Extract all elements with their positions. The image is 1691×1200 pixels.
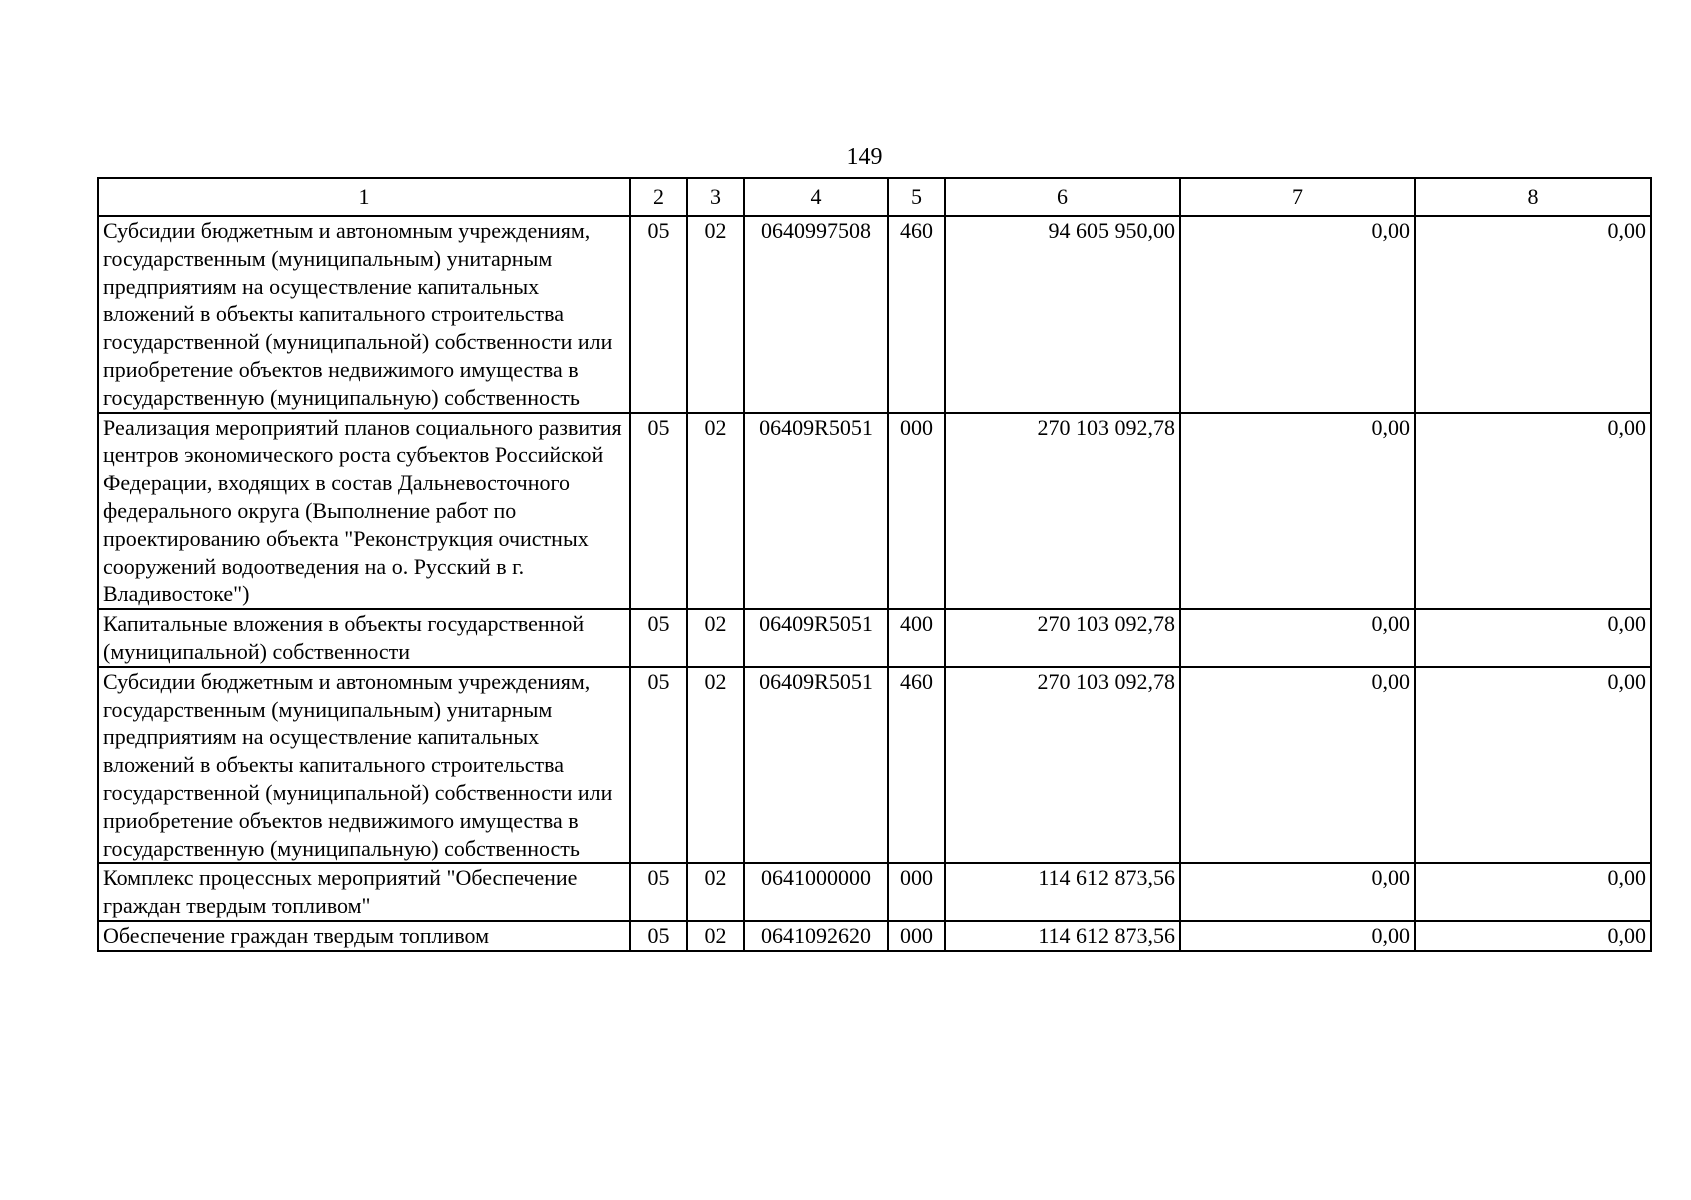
amount-column-6: 114 612 873,56: [945, 863, 1180, 921]
expense-type-code: 400: [888, 609, 945, 667]
amount-column-6: 114 612 873,56: [945, 921, 1180, 951]
target-article-code: 0641000000: [744, 863, 888, 921]
amount-column-8: 0,00: [1415, 863, 1651, 921]
table-row: [98, 216, 1651, 413]
row-description: Субсидии бюджетным и автономным учреждениям, государственным (муниципальным) унитарным предприятиям на осуществление капитальных вложений в объекты капитального строительства государственной (муниципальной) собственности или приобретение объектов недвижимого имущества в государственную (муниципальную) собственность: [98, 667, 630, 864]
header-row: [98, 178, 1651, 216]
expense-type-code: 460: [888, 667, 945, 864]
row-description: Комплекс процессных мероприятий "Обеспечение граждан твердым топливом": [98, 863, 630, 921]
page-number: 149: [846, 144, 883, 170]
section-code: 05: [630, 667, 687, 864]
amount-column-7: 0,00: [1180, 216, 1415, 413]
amount-column-6: 270 103 092,78: [945, 413, 1180, 610]
table-row: [98, 667, 1651, 864]
subsection-code: 02: [687, 609, 744, 667]
amount-column-7: 0,00: [1180, 921, 1415, 951]
amount-column-8: 0,00: [1415, 609, 1651, 667]
amount-column-7: 0,00: [1180, 863, 1415, 921]
expense-type-code: 000: [888, 863, 945, 921]
subsection-code: 02: [687, 216, 744, 413]
section-code: 05: [630, 921, 687, 951]
budget-table: [97, 177, 1652, 952]
expense-type-code: 460: [888, 216, 945, 413]
amount-column-7: 0,00: [1180, 609, 1415, 667]
column-header-8: 8: [1415, 178, 1651, 216]
amount-column-8: 0,00: [1415, 216, 1651, 413]
column-header-6: 6: [945, 178, 1180, 216]
column-header-1: 1: [98, 178, 630, 216]
column-header-4: 4: [744, 178, 888, 216]
subsection-code: 02: [687, 413, 744, 610]
section-code: 05: [630, 863, 687, 921]
expense-type-code: 000: [888, 921, 945, 951]
target-article-code: 06409R5051: [744, 609, 888, 667]
subsection-code: 02: [687, 863, 744, 921]
target-article-code: 06409R5051: [744, 667, 888, 864]
amount-column-6: 270 103 092,78: [945, 667, 1180, 864]
column-header-2: 2: [630, 178, 687, 216]
amount-column-6: 94 605 950,00: [945, 216, 1180, 413]
amount-column-8: 0,00: [1415, 667, 1651, 864]
section-code: 05: [630, 413, 687, 610]
row-description: Капитальные вложения в объекты государственной (муниципальной) собственности: [98, 609, 630, 667]
table-row: [98, 921, 1651, 951]
target-article-code: 06409R5051: [744, 413, 888, 610]
column-header-3: 3: [687, 178, 744, 216]
amount-column-8: 0,00: [1415, 921, 1651, 951]
amount-column-7: 0,00: [1180, 667, 1415, 864]
subsection-code: 02: [687, 667, 744, 864]
column-header-7: 7: [1180, 178, 1415, 216]
section-code: 05: [630, 609, 687, 667]
amount-column-8: 0,00: [1415, 413, 1651, 610]
row-description: Обеспечение граждан твердым топливом: [98, 921, 630, 951]
subsection-code: 02: [687, 921, 744, 951]
table-row: [98, 863, 1651, 921]
table-row: [98, 413, 1651, 610]
amount-column-6: 270 103 092,78: [945, 609, 1180, 667]
section-code: 05: [630, 216, 687, 413]
row-description: Реализация мероприятий планов социального развития центров экономического роста субъектов Российской Федерации, входящих в состав Дальневосточного федерального округа (Выполнение работ по проектированию объекта "Реконструкция очистных сооружений водоотведения на о. Русский в г. Владивостоке"): [98, 413, 630, 610]
target-article-code: 0641092620: [744, 921, 888, 951]
table-row: [98, 609, 1651, 667]
amount-column-7: 0,00: [1180, 413, 1415, 610]
column-header-5: 5: [888, 178, 945, 216]
target-article-code: 0640997508: [744, 216, 888, 413]
expense-type-code: 000: [888, 413, 945, 610]
row-description: Субсидии бюджетным и автономным учреждениям, государственным (муниципальным) унитарным предприятиям на осуществление капитальных вложений в объекты капитального строительства государственной (муниципальной) собственности или приобретение объектов недвижимого имущества в государственную (муниципальную) собственность: [98, 216, 630, 413]
